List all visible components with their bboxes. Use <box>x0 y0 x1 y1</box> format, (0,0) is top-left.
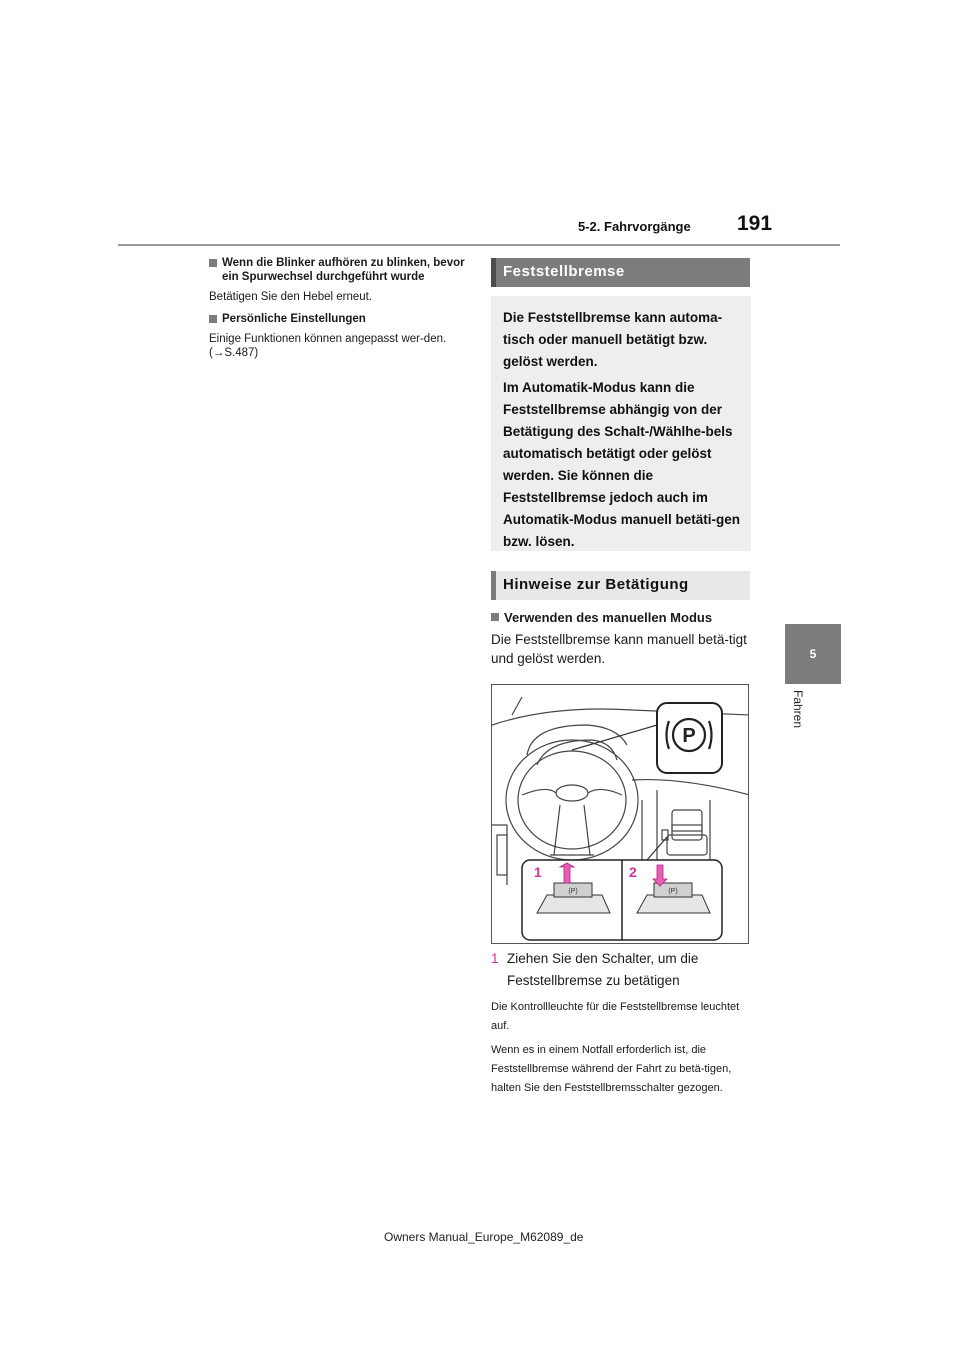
bullet-text: Einige Funktionen können angepasst wer-den. (→S.487) <box>209 333 447 359</box>
figure-label-1: 1 <box>534 864 542 880</box>
figure-label-2: 2 <box>629 864 637 880</box>
page-number: 191 <box>737 212 773 235</box>
left-column <box>209 256 467 368</box>
square-bullet-icon <box>209 315 217 323</box>
svg-text:(P): (P) <box>568 888 578 895</box>
step-number: 1 <box>491 951 499 966</box>
p-symbol-text: P <box>682 725 696 747</box>
intro-paragraph: Die Feststellbremse kann automa-tisch oder manuell betätigt bzw. gelöst werden. <box>503 310 723 369</box>
step-text: Ziehen Sie den Schalter, um die Feststellbremse zu betätigen <box>507 951 699 988</box>
square-bullet-icon <box>209 259 217 267</box>
sub-heading <box>491 610 712 625</box>
step-note: Die Kontrollleuchte für die Feststellbremse leuchtet auf. <box>491 1001 740 1032</box>
bullet-heading-text: Wenn die Blinker aufhören zu blinken, bevor ein Spurwechsel durchgeführt wurde <box>222 257 465 283</box>
step-note: Wenn es in einem Notfall erforderlich ist, die Feststellbremse während der Fahrt zu betä-tigen, halten Sie den Feststellbremsschalter gezogen. <box>491 1044 732 1094</box>
bullet-heading <box>209 256 467 284</box>
illustration-svg <box>492 685 749 944</box>
section-heading-feststellbremse: Feststellbremse <box>491 258 750 287</box>
chapter-tab-label: Fahren <box>791 690 805 729</box>
svg-text:(P): (P) <box>668 888 678 895</box>
steps <box>491 948 753 1103</box>
sub-heading-text: Verwenden des manuellen Modus <box>504 610 713 625</box>
intro-paragraph: Im Automatik-Modus kann die Feststellbremse abhängig von der Betätigung des Schalt-/Wählhe-bels automatisch betätigt oder gelöst werden. Sie können die Feststellbremse jedoch auch im Automatik-Modus manuell betäti-gen bzw. lösen. <box>503 380 741 549</box>
section-heading-hinweise: Hinweise zur Betätigung <box>491 571 750 600</box>
step-item <box>491 948 753 992</box>
bullet-heading <box>209 312 467 326</box>
parking-brake-illustration <box>491 684 749 944</box>
chapter-tab: 5 <box>785 624 841 684</box>
footer-document-id: Owners Manual_Europe_M62089_de <box>384 1230 584 1244</box>
intro-box <box>491 296 751 551</box>
bullet-text: Betätigen Sie den Hebel erneut. <box>209 291 373 303</box>
square-bullet-icon <box>491 613 499 621</box>
section-reference: 5-2. Fahrvorgänge <box>578 219 691 234</box>
sub-body-text: Die Feststellbremse kann manuell betä-tigt und gelöst werden. <box>491 632 747 666</box>
header-rule <box>118 244 840 246</box>
bullet-heading-text: Persönliche Einstellungen <box>222 313 366 325</box>
